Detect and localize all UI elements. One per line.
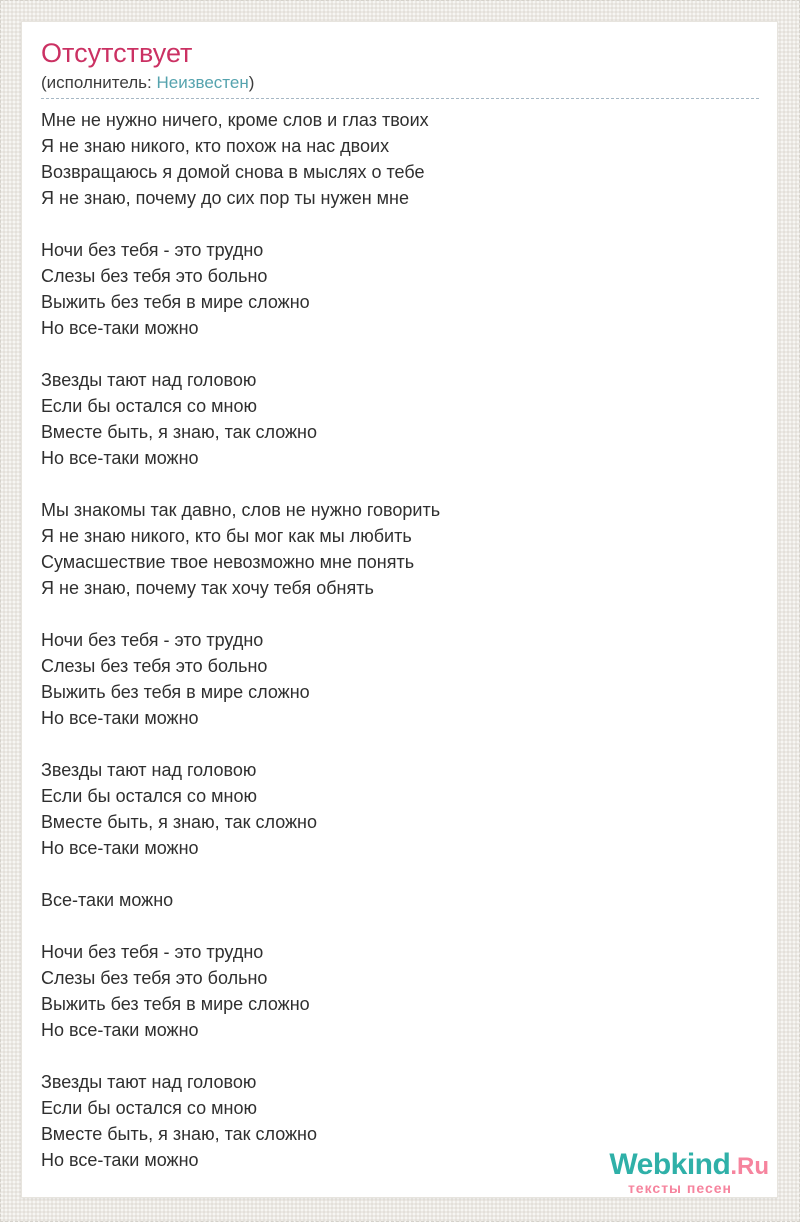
lyric-line: Но все-таки можно xyxy=(41,318,199,339)
lyric-line: Слезы без тебя это больно xyxy=(41,968,268,989)
lyric-line: Выжить без тебя в мире сложно xyxy=(41,682,310,703)
lyric-line: Сумасшествие твое невозможно мне понять xyxy=(41,552,415,573)
lyric-line: Я не знаю, почему так хочу тебя обнять xyxy=(41,578,374,599)
lyric-line: Я не знаю никого, кто бы мог как мы любить xyxy=(41,526,412,547)
lyric-line: Я не знаю, почему до сих пор ты нужен мне xyxy=(41,188,409,209)
lyric-line: Звезды тают над головою xyxy=(41,760,257,781)
lyric-line: Звезды тают над головою xyxy=(41,1072,257,1093)
webkind-logo-subtitle: тексты песен xyxy=(627,1180,732,1196)
lyric-line: Слезы без тебя это больно xyxy=(41,656,268,677)
stanza xyxy=(41,887,759,913)
lyrics xyxy=(41,107,759,1173)
artist-label-suffix: ) xyxy=(248,73,255,93)
lyric-line: Звезды тают над головою xyxy=(41,370,257,391)
webkind-logo-main: Webkind xyxy=(609,1148,731,1181)
lyric-line: Я не знаю никого, кто похож на нас двоих xyxy=(41,136,390,157)
stanza xyxy=(41,497,759,601)
lyric-line: Но все-таки можно xyxy=(41,1150,199,1171)
lyric-line: Если бы остался со мною xyxy=(41,396,257,417)
artist-line xyxy=(41,73,759,92)
stanza xyxy=(41,939,759,1043)
lyric-line: Но все-таки можно xyxy=(41,708,199,729)
dotted-separator xyxy=(41,98,759,99)
webkind-logo-tld: .Ru xyxy=(730,1153,769,1180)
lyric-line: Выжить без тебя в мире сложно xyxy=(41,994,310,1015)
lyric-line: Вместе быть, я знаю, так сложно xyxy=(41,812,318,833)
lyric-line: Но все-таки можно xyxy=(41,838,199,859)
artist-link[interactable]: Неизвестен xyxy=(156,73,249,93)
stanza xyxy=(41,237,759,341)
lyric-line: Если бы остался со мною xyxy=(41,786,257,807)
lyric-line: Но все-таки можно xyxy=(41,448,199,469)
stanza xyxy=(41,367,759,471)
lyric-line: Если бы остался со мною xyxy=(41,1098,257,1119)
artist-label-prefix: (исполнитель: xyxy=(41,73,157,93)
song-title: Отсутствует xyxy=(41,38,193,68)
webkind-logo[interactable] xyxy=(609,1150,769,1195)
lyrics-card xyxy=(21,21,778,1198)
stanza xyxy=(41,757,759,861)
lyric-line: Но все-таки можно xyxy=(41,1020,199,1041)
lyric-line: Слезы без тебя это больно xyxy=(41,266,268,287)
lyric-line: Все-таки можно xyxy=(41,890,174,911)
webkind-logo-text xyxy=(609,1150,769,1180)
lyric-line: Вместе быть, я знаю, так сложно xyxy=(41,422,318,443)
lyric-line: Ночи без тебя - это трудно xyxy=(41,630,264,651)
lyric-line: Ночи без тебя - это трудно xyxy=(41,942,264,963)
stanza xyxy=(41,627,759,731)
lyric-line: Вместе быть, я знаю, так сложно xyxy=(41,1124,318,1145)
lyric-line: Мы знакомы так давно, слов не нужно говорить xyxy=(41,500,441,521)
stanza xyxy=(41,107,759,211)
lyric-line: Мне не нужно ничего, кроме слов и глаз твоих xyxy=(41,110,429,131)
lyric-line: Возвращаюсь я домой снова в мыслях о тебе xyxy=(41,162,425,183)
lyric-line: Ночи без тебя - это трудно xyxy=(41,240,264,261)
lyric-line: Выжить без тебя в мире сложно xyxy=(41,292,310,313)
